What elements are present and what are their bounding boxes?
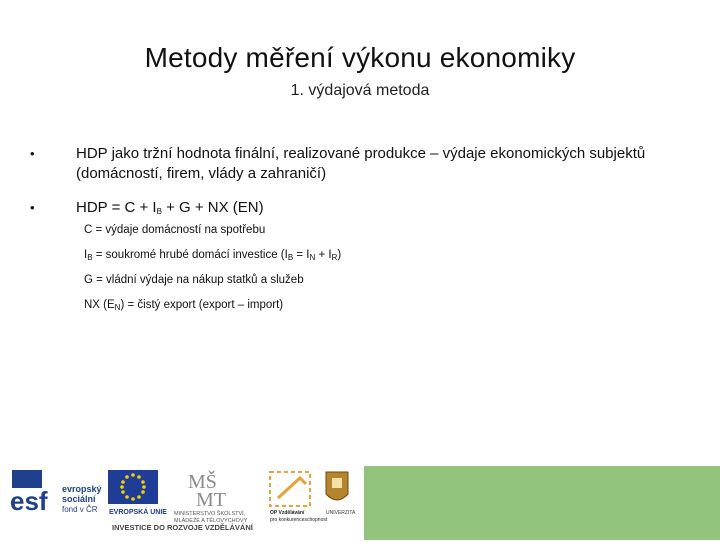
slide-title: Metody měření výkonu ekonomiky [144, 42, 576, 73]
footer-text: INVESTICE DO ROZVOJE VZDĚLÁVÁNÍ [112, 523, 253, 532]
definition-list [84, 222, 341, 322]
svg-text:fond v ČR: fond v ČR [62, 505, 98, 514]
svg-text:MT: MT [196, 489, 226, 511]
svg-text:pro konkurenceschopnost: pro konkurenceschopnost [270, 517, 328, 523]
esf-logo [10, 470, 102, 516]
funding-logos [0, 466, 364, 540]
bullet-dot-icon: • [30, 146, 35, 161]
university-crest-logo [326, 472, 356, 516]
definition-c: C = výdaje domácností na spotřebu [84, 224, 266, 236]
svg-text:esf: esf [10, 486, 48, 516]
bullet-item [30, 198, 670, 222]
green-band [364, 466, 720, 540]
svg-text:evropský: evropský [62, 484, 102, 494]
bullet-dot-icon: • [30, 200, 35, 215]
eu-flag-logo [108, 470, 167, 516]
svg-text:OP Vzdělávání: OP Vzdělávání [270, 510, 305, 516]
svg-text:sociální: sociální [62, 494, 96, 504]
bullet-text: HDP = $C + I_B + G$ + NX (EN) [76, 199, 264, 216]
definition-ib: $I_B$ = soukromé hrubé domácí investice $(I_B = I_N + I_R)$ [84, 249, 342, 262]
bullet-text: HDP jako tržní hodnota finální, realizované produkce – výdaje ekonomických subjektů (domácností, firem, vlády a zahraničí) [76, 145, 646, 182]
slide-subtitle: 1. výdajová metoda [290, 82, 430, 99]
definition-g: G = vládní výdaje na nákup statků a služeb [84, 274, 304, 286]
svg-text:MŠ: MŠ [188, 471, 217, 493]
bullet-item [30, 144, 670, 184]
definition-nx: NX $(E_N)$ = čistý export (export – import) [84, 299, 284, 312]
logo-strip [0, 466, 364, 540]
svg-text:MLÁDEŽE A TĚLOVÝCHOVY: MLÁDEŽE A TĚLOVÝCHOVY [174, 518, 248, 524]
svg-text:MINISTERSTVO ŠKOLSTVÍ,: MINISTERSTVO ŠKOLSTVÍ, [174, 511, 246, 517]
svg-text:UNIVERZITA: UNIVERZITA [326, 510, 356, 516]
msmt-logo [174, 469, 248, 524]
op-logo [270, 472, 328, 523]
svg-text:EVROPSKÁ UNIE: EVROPSKÁ UNIE [109, 509, 167, 516]
